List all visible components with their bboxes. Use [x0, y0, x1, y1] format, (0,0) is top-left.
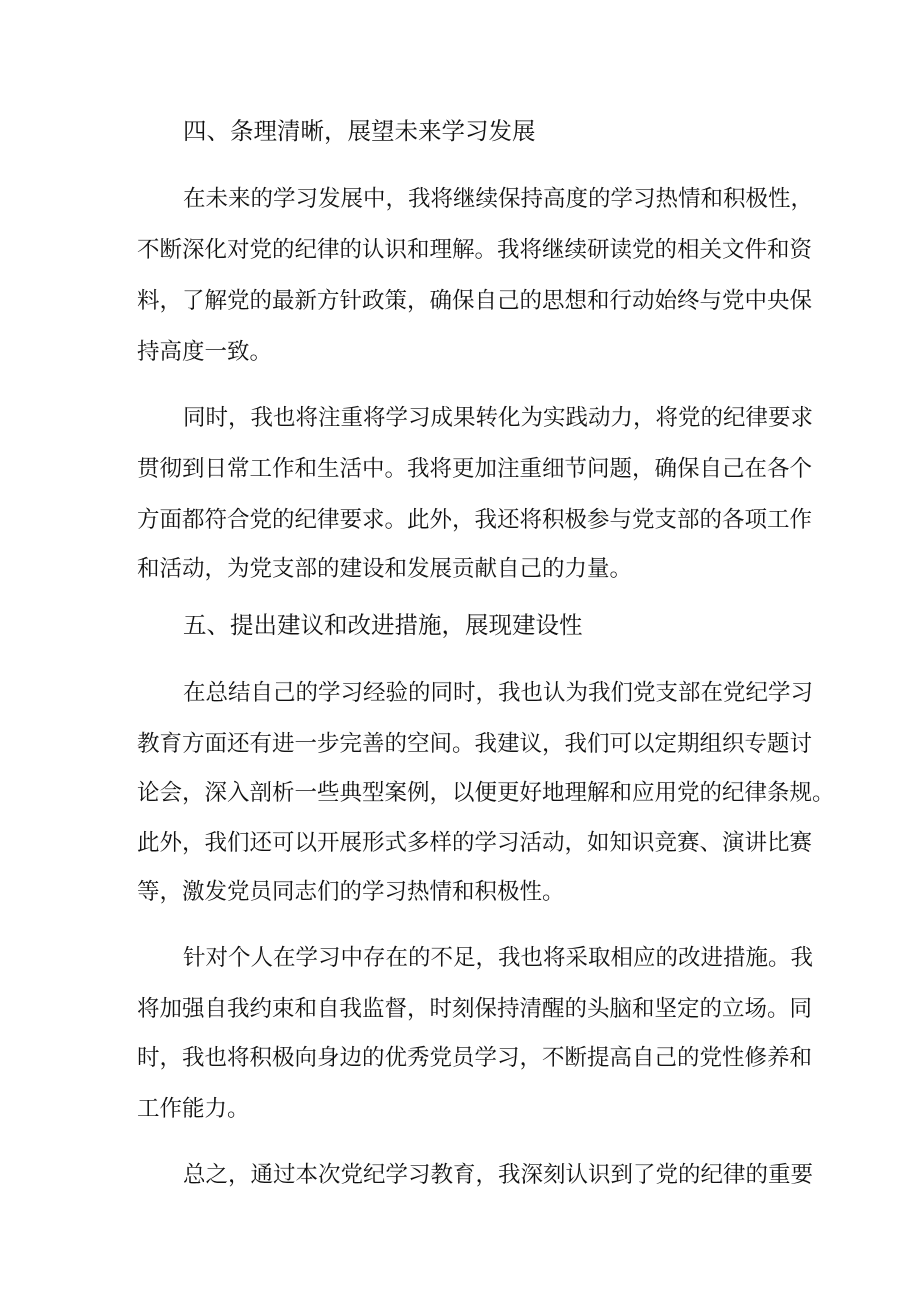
paragraph-line: 和活动，为党支部的建设和发展贡献自己的力量。 [137, 556, 633, 582]
paragraph-line: 时，我也将积极向身边的优秀党员学习，不断提高自己的党性修养和 [137, 1045, 813, 1071]
paragraph-line: 工作能力。 [137, 1096, 250, 1122]
section-heading: 五、提出建议和改进措施，展现建设性 [183, 611, 583, 639]
paragraph-line: 在总结自己的学习经验的同时，我也认为我们党支部在党纪学习 [183, 680, 814, 706]
paragraph-line: 等，激发党员同志们的学习热情和积极性。 [137, 879, 565, 905]
paragraph-line: 论会，深入剖析一些典型案例，以便更好地理解和应用党的纪律条规。 [137, 780, 835, 806]
paragraph-line: 方面都符合党的纪律要求。此外，我还将积极参与党支部的各项工作 [137, 507, 813, 533]
paragraph-line: 在未来的学习发展中，我将继续保持高度的学习热情和积极性， [183, 186, 814, 212]
paragraph-line: 不断深化对党的纪律的认识和理解。我将继续研读党的相关文件和资 [137, 237, 813, 263]
paragraph-line: 教育方面还有进一步完善的空间。我建议，我们可以定期组织专题讨 [137, 731, 813, 757]
paragraph-line: 此外，我们还可以开展形式多样的学习活动，如知识竞赛、演讲比赛 [137, 830, 813, 856]
paragraph-line: 针对个人在学习中存在的不足，我也将采取相应的改进措施。我 [183, 945, 814, 971]
paragraph-line: 贯彻到日常工作和生活中。我将更加注重细节问题，确保自己在各个 [137, 456, 813, 482]
section-heading: 四、条理清晰，展望未来学习发展 [183, 117, 536, 145]
paragraph-line: 总之，通过本次党纪学习教育，我深刻认识到了党的纪律的重要 [183, 1162, 814, 1188]
paragraph-line: 持高度一致。 [137, 339, 273, 365]
paragraph-line: 料，了解党的最新方针政策，确保自己的思想和行动始终与党中央保 [137, 288, 813, 314]
paragraph-line: 将加强自我约束和自我监督，时刻保持清醒的头脑和坚定的立场。同 [137, 996, 813, 1022]
paragraph-line: 同时，我也将注重将学习成果转化为实践动力，将党的纪律要求 [183, 405, 814, 431]
